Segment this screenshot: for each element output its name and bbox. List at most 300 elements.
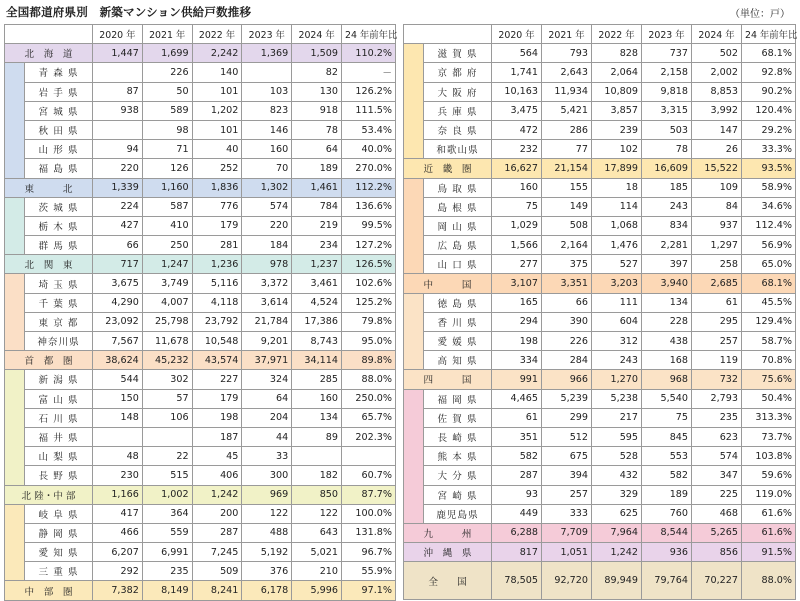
value-cell: 502 [692, 44, 742, 63]
prefecture-name: 三 重 県 [25, 562, 93, 581]
value-cell: 70 [242, 159, 292, 178]
table-row [5, 447, 396, 466]
region-value-cell: 15,522 [692, 159, 742, 178]
value-cell: 10,809 [592, 82, 642, 101]
region-name-label: 首 都 圏 [24, 356, 73, 368]
value-cell: 23,092 [93, 312, 143, 331]
value-cell: 78 [642, 140, 692, 159]
region-value-cell: 3,203 [592, 274, 642, 293]
value-cell: 140 [192, 63, 242, 82]
table-row [404, 351, 796, 370]
value-cell: 239 [592, 120, 642, 139]
value-cell: 4,465 [492, 389, 542, 408]
table-row [5, 236, 396, 255]
region-name-label: 近 畿 圏 [423, 164, 472, 176]
region-name [5, 178, 93, 197]
value-cell: 185 [642, 178, 692, 197]
value-cell: 2,793 [692, 389, 742, 408]
region-value-cell: 991 [492, 370, 542, 389]
region-value-cell: 1,242 [592, 543, 642, 562]
region-name-label: 九 州 [423, 528, 472, 540]
value-cell: 84 [692, 197, 742, 216]
region-value-cell: 87.7% [342, 485, 396, 504]
value-cell: 45.5% [742, 293, 796, 312]
prefecture-name: 和歌山県 [424, 140, 492, 159]
value-cell: 40.0% [342, 140, 396, 159]
value-cell: 111 [592, 293, 642, 312]
table-row [5, 408, 396, 427]
value-cell: 427 [93, 216, 143, 235]
region-value-cell: 34,114 [292, 351, 342, 370]
region-value-cell: 966 [542, 370, 592, 389]
value-cell: 136.6% [342, 197, 396, 216]
col-header: 2023 年 [642, 25, 692, 44]
region-band [404, 389, 424, 523]
region-value-cell: 2,242 [192, 44, 242, 63]
region-value-cell: 1,447 [93, 44, 143, 63]
value-cell: 56.9% [742, 236, 796, 255]
value-cell: 95.0% [342, 332, 396, 351]
value-cell: 4,118 [192, 293, 242, 312]
value-cell: 230 [93, 466, 143, 485]
value-cell: 50 [142, 82, 192, 101]
value-cell: 284 [542, 351, 592, 370]
prefecture-name: 新 潟 県 [25, 370, 93, 389]
region-total-row [5, 351, 396, 370]
value-cell: 45 [192, 447, 242, 466]
prefecture-name: 青 森 県 [25, 63, 93, 82]
prefecture-name: 千 葉 県 [25, 293, 93, 312]
value-cell: 235 [692, 408, 742, 427]
value-cell: 100.0% [342, 504, 396, 523]
value-cell: 40 [192, 140, 242, 159]
value-cell: 11,934 [542, 82, 592, 101]
region-value-cell: 126.5% [342, 255, 396, 274]
value-cell: 106 [142, 408, 192, 427]
value-cell: 79.8% [342, 312, 396, 331]
value-cell: 5,021 [292, 543, 342, 562]
value-cell: 3,461 [292, 274, 342, 293]
value-cell: 364 [142, 504, 192, 523]
region-value-cell: 7,964 [592, 523, 642, 542]
value-cell: 845 [642, 427, 692, 446]
value-cell: 918 [292, 101, 342, 120]
value-cell [142, 427, 192, 446]
value-cell: 111.5% [342, 101, 396, 120]
col-header: 24 年前年比 [342, 25, 396, 44]
region-band [5, 197, 25, 255]
prefecture-name: 茨 城 県 [25, 197, 93, 216]
value-cell: 33 [242, 447, 292, 466]
value-cell: 130 [292, 82, 342, 101]
prefecture-name: 広 島 県 [424, 236, 492, 255]
value-cell: 29.2% [742, 120, 796, 139]
value-cell: 103.8% [742, 447, 796, 466]
value-cell: 82 [292, 63, 342, 82]
value-cell: 390 [542, 312, 592, 331]
col-header: 2022 年 [192, 25, 242, 44]
value-cell: 2,158 [642, 63, 692, 82]
value-cell: 5,116 [192, 274, 242, 293]
value-cell: 225 [692, 485, 742, 504]
value-cell [342, 447, 396, 466]
value-cell: 202.3% [342, 427, 396, 446]
value-cell: 3,992 [692, 101, 742, 120]
value-cell: 150 [93, 389, 143, 408]
value-cell: 26 [692, 140, 742, 159]
value-cell: 125.2% [342, 293, 396, 312]
table-row [404, 255, 796, 274]
value-cell: 3,857 [592, 101, 642, 120]
value-cell: 4,007 [142, 293, 192, 312]
region-name [5, 581, 93, 600]
value-cell: 587 [142, 197, 192, 216]
region-value-cell: 817 [492, 543, 542, 562]
region-name [404, 523, 492, 542]
region-value-cell: 6,288 [492, 523, 542, 542]
prefecture-name: 熊 本 県 [424, 447, 492, 466]
table-row [5, 293, 396, 312]
col-header: 2023 年 [242, 25, 292, 44]
value-cell: 5,192 [242, 543, 292, 562]
value-cell: 5,540 [642, 389, 692, 408]
region-value-cell: 21,154 [542, 159, 592, 178]
value-cell: 89 [292, 427, 342, 446]
value-cell: 198 [192, 408, 242, 427]
prefecture-name: 山 梨 県 [25, 447, 93, 466]
region-total-row [404, 159, 796, 178]
prefecture-name: 鳥 取 県 [424, 178, 492, 197]
region-name [404, 370, 492, 389]
table-row [404, 389, 796, 408]
value-cell: 50.4% [742, 389, 796, 408]
value-cell: 88.0% [342, 370, 396, 389]
value-cell: 509 [192, 562, 242, 581]
region-value-cell: 16,609 [642, 159, 692, 178]
value-cell: 559 [142, 523, 192, 542]
value-cell: 776 [192, 197, 242, 216]
value-cell: 232 [492, 140, 542, 159]
value-cell: 99.5% [342, 216, 396, 235]
table-row [5, 389, 396, 408]
value-cell: 417 [93, 504, 143, 523]
header-row [5, 25, 396, 44]
value-cell: 131.8% [342, 523, 396, 542]
prefecture-name: 宮 崎 県 [424, 485, 492, 504]
value-cell: 257 [692, 332, 742, 351]
value-cell: 165 [492, 293, 542, 312]
value-cell: 1,476 [592, 236, 642, 255]
value-cell: 394 [542, 466, 592, 485]
region-value-cell: 8,544 [642, 523, 692, 542]
prefecture-name: 愛 知 県 [25, 543, 93, 562]
table-row [5, 562, 396, 581]
value-cell: 4,524 [292, 293, 342, 312]
table-row [5, 63, 396, 82]
header-row [404, 25, 796, 44]
value-cell: 17,386 [292, 312, 342, 331]
prefecture-name: 大 阪 府 [424, 82, 492, 101]
value-cell: 5,238 [592, 389, 642, 408]
table-row [404, 82, 796, 101]
prefecture-name: 長 野 県 [25, 466, 93, 485]
region-value-cell: 5,996 [292, 581, 342, 600]
col-header: 2024 年 [292, 25, 342, 44]
region-value-cell: 97.1% [342, 581, 396, 600]
value-cell: 155 [542, 178, 592, 197]
region-value-cell: 45,232 [142, 351, 192, 370]
value-cell: 376 [242, 562, 292, 581]
region-name-label: 東 北 [24, 183, 73, 195]
region-value-cell: 1,166 [93, 485, 143, 504]
value-cell: 122 [242, 504, 292, 523]
region-value-cell: 37,971 [242, 351, 292, 370]
value-cell: 432 [592, 466, 642, 485]
value-cell: 234 [292, 236, 342, 255]
value-cell: 7,245 [192, 543, 242, 562]
region-value-cell: 969 [242, 485, 292, 504]
value-cell: 2,064 [592, 63, 642, 82]
value-cell: 1,566 [492, 236, 542, 255]
region-name [404, 274, 492, 293]
table-left [4, 24, 396, 601]
value-cell: 312 [592, 332, 642, 351]
prefecture-name: 栃 木 県 [25, 216, 93, 235]
value-cell: 294 [492, 312, 542, 331]
value-cell: 71 [142, 140, 192, 159]
value-cell: 224 [93, 197, 143, 216]
value-cell: 8,743 [292, 332, 342, 351]
value-cell: 250 [142, 236, 192, 255]
value-cell: 73.7% [742, 427, 796, 446]
value-cell: 92.8% [742, 63, 796, 82]
value-cell: 828 [592, 44, 642, 63]
value-cell: 472 [492, 120, 542, 139]
region-band [5, 504, 25, 581]
region-value-cell: 70,227 [692, 562, 742, 600]
value-cell: 410 [142, 216, 192, 235]
col-header: 2024 年 [692, 25, 742, 44]
prefecture-name: 徳 島 県 [424, 293, 492, 312]
value-cell: 101 [192, 120, 242, 139]
table-row [5, 543, 396, 562]
col-header: 2022 年 [592, 25, 642, 44]
region-band [5, 63, 25, 178]
value-cell: 61 [692, 293, 742, 312]
value-cell: 58.9% [742, 178, 796, 197]
region-name-label: 沖 縄 県 [423, 548, 472, 560]
prefecture-name: 静 岡 県 [25, 523, 93, 542]
region-total-row [5, 178, 396, 197]
value-cell: 220 [93, 159, 143, 178]
value-cell: 44 [242, 427, 292, 446]
value-cell: 564 [492, 44, 542, 63]
table-row [404, 101, 796, 120]
prefecture-name: 秋 田 県 [25, 120, 93, 139]
value-cell: 938 [93, 101, 143, 120]
region-value-cell: 1,247 [142, 255, 192, 274]
value-cell: 160 [242, 140, 292, 159]
region-total-row [5, 44, 396, 63]
page-title: 全国都道府県別 新築マンション供給戸数推移 [6, 5, 252, 19]
value-cell: 512 [542, 427, 592, 446]
value-cell: 295 [692, 312, 742, 331]
region-value-cell: 88.0% [742, 562, 796, 600]
value-cell: 198 [492, 332, 542, 351]
table-row [5, 427, 396, 446]
value-cell: 589 [142, 101, 192, 120]
value-cell: 101 [192, 82, 242, 101]
value-cell: 257 [542, 485, 592, 504]
prefecture-name: 大 分 県 [424, 466, 492, 485]
value-cell: 544 [93, 370, 143, 389]
region-value-cell: 732 [692, 370, 742, 389]
region-name [404, 159, 492, 178]
value-cell: 243 [592, 351, 642, 370]
region-value-cell: 110.2% [342, 44, 396, 63]
region-value-cell: 112.2% [342, 178, 396, 197]
value-cell: 33.3% [742, 140, 796, 159]
value-cell: 270.0% [342, 159, 396, 178]
region-name [5, 351, 93, 370]
region-value-cell: 89.8% [342, 351, 396, 370]
value-cell: 65.0% [742, 255, 796, 274]
value-cell: 23,792 [192, 312, 242, 331]
table-row [5, 370, 396, 389]
value-cell: 64 [292, 140, 342, 159]
value-cell: 25,798 [142, 312, 192, 331]
value-cell: 643 [292, 523, 342, 542]
region-value-cell: 8,149 [142, 581, 192, 600]
value-cell: 127.2% [342, 236, 396, 255]
prefecture-name: 福 島 県 [25, 159, 93, 178]
value-cell: 3,614 [242, 293, 292, 312]
prefecture-name: 愛 媛 県 [424, 332, 492, 351]
region-total-row [5, 485, 396, 504]
value-cell: 57 [142, 389, 192, 408]
value-cell: 595 [592, 427, 642, 446]
value-cell: 582 [642, 466, 692, 485]
value-cell: 96.7% [342, 543, 396, 562]
value-cell: 515 [142, 466, 192, 485]
value-cell: 250.0% [342, 389, 396, 408]
value-cell: 102.6% [342, 274, 396, 293]
value-cell: 760 [642, 504, 692, 523]
region-value-cell: 61.6% [742, 523, 796, 542]
prefecture-name: 香 川 県 [424, 312, 492, 331]
table-row [404, 140, 796, 159]
value-cell: 5,239 [542, 389, 592, 408]
value-cell: 508 [542, 216, 592, 235]
table-row [5, 466, 396, 485]
region-value-cell: 93.5% [742, 159, 796, 178]
region-name-label: 北 陸・中 部 [21, 490, 76, 502]
prefecture-name: 石 川 県 [25, 408, 93, 427]
value-cell: 129.4% [742, 312, 796, 331]
table-row [404, 120, 796, 139]
region-value-cell: 38,624 [93, 351, 143, 370]
value-cell: 114 [592, 197, 642, 216]
value-cell: 406 [192, 466, 242, 485]
prefecture-name: 神奈川県 [25, 332, 93, 351]
value-cell: 219 [292, 216, 342, 235]
value-cell: 333 [542, 504, 592, 523]
value-cell: 66 [542, 293, 592, 312]
table-row [404, 408, 796, 427]
value-cell: 324 [242, 370, 292, 389]
value-cell: 184 [242, 236, 292, 255]
value-cell: 200 [192, 504, 242, 523]
region-name-label: 全 国 [428, 576, 467, 588]
value-cell: 1,068 [592, 216, 642, 235]
region-total-row [5, 581, 396, 600]
region-total-row [404, 562, 796, 600]
prefecture-name: 佐 賀 県 [424, 408, 492, 427]
region-value-cell: 1,509 [292, 44, 342, 63]
prefecture-name: 埼 玉 県 [25, 274, 93, 293]
value-cell: 793 [542, 44, 592, 63]
region-value-cell: 89,949 [592, 562, 642, 600]
unit-label: （単位：戸） [730, 9, 790, 20]
value-cell: 737 [642, 44, 692, 63]
value-cell: 9,201 [242, 332, 292, 351]
prefecture-name: 兵 庫 県 [424, 101, 492, 120]
value-cell: 148 [93, 408, 143, 427]
prefecture-name: 東 京 都 [25, 312, 93, 331]
region-total-row [404, 523, 796, 542]
value-cell: 623 [692, 427, 742, 446]
region-name [5, 485, 93, 504]
value-cell: 98 [142, 120, 192, 139]
table-row [404, 197, 796, 216]
value-cell: 582 [492, 447, 542, 466]
value-cell: 675 [542, 447, 592, 466]
value-cell: 66 [93, 236, 143, 255]
table-row [404, 44, 796, 63]
value-cell: 1,741 [492, 63, 542, 82]
value-cell: 75 [492, 197, 542, 216]
value-cell: 75 [642, 408, 692, 427]
value-cell: 299 [542, 408, 592, 427]
value-cell: 3,315 [642, 101, 692, 120]
prefecture-name: 岐 阜 県 [25, 504, 93, 523]
region-value-cell: 856 [692, 543, 742, 562]
value-cell: 375 [542, 255, 592, 274]
value-cell: 347 [692, 466, 742, 485]
value-cell: 182 [292, 466, 342, 485]
prefecture-name: 富 山 県 [25, 389, 93, 408]
value-cell: 5,421 [542, 101, 592, 120]
value-cell: 302 [142, 370, 192, 389]
value-cell: 3,372 [242, 274, 292, 293]
region-value-cell: 1,237 [292, 255, 342, 274]
region-name [5, 44, 93, 63]
table-row [5, 274, 396, 293]
region-band [5, 370, 25, 485]
value-cell: 334 [492, 351, 542, 370]
value-cell: 77 [542, 140, 592, 159]
region-total-row [404, 274, 796, 293]
value-cell: 2,002 [692, 63, 742, 82]
region-value-cell: 1,836 [192, 178, 242, 197]
value-cell: 122 [292, 504, 342, 523]
value-cell: 64 [242, 389, 292, 408]
region-value-cell: 1,236 [192, 255, 242, 274]
value-cell: 292 [93, 562, 143, 581]
value-cell: 228 [642, 312, 692, 331]
region-value-cell: 5,265 [692, 523, 742, 542]
region-total-row [404, 543, 796, 562]
